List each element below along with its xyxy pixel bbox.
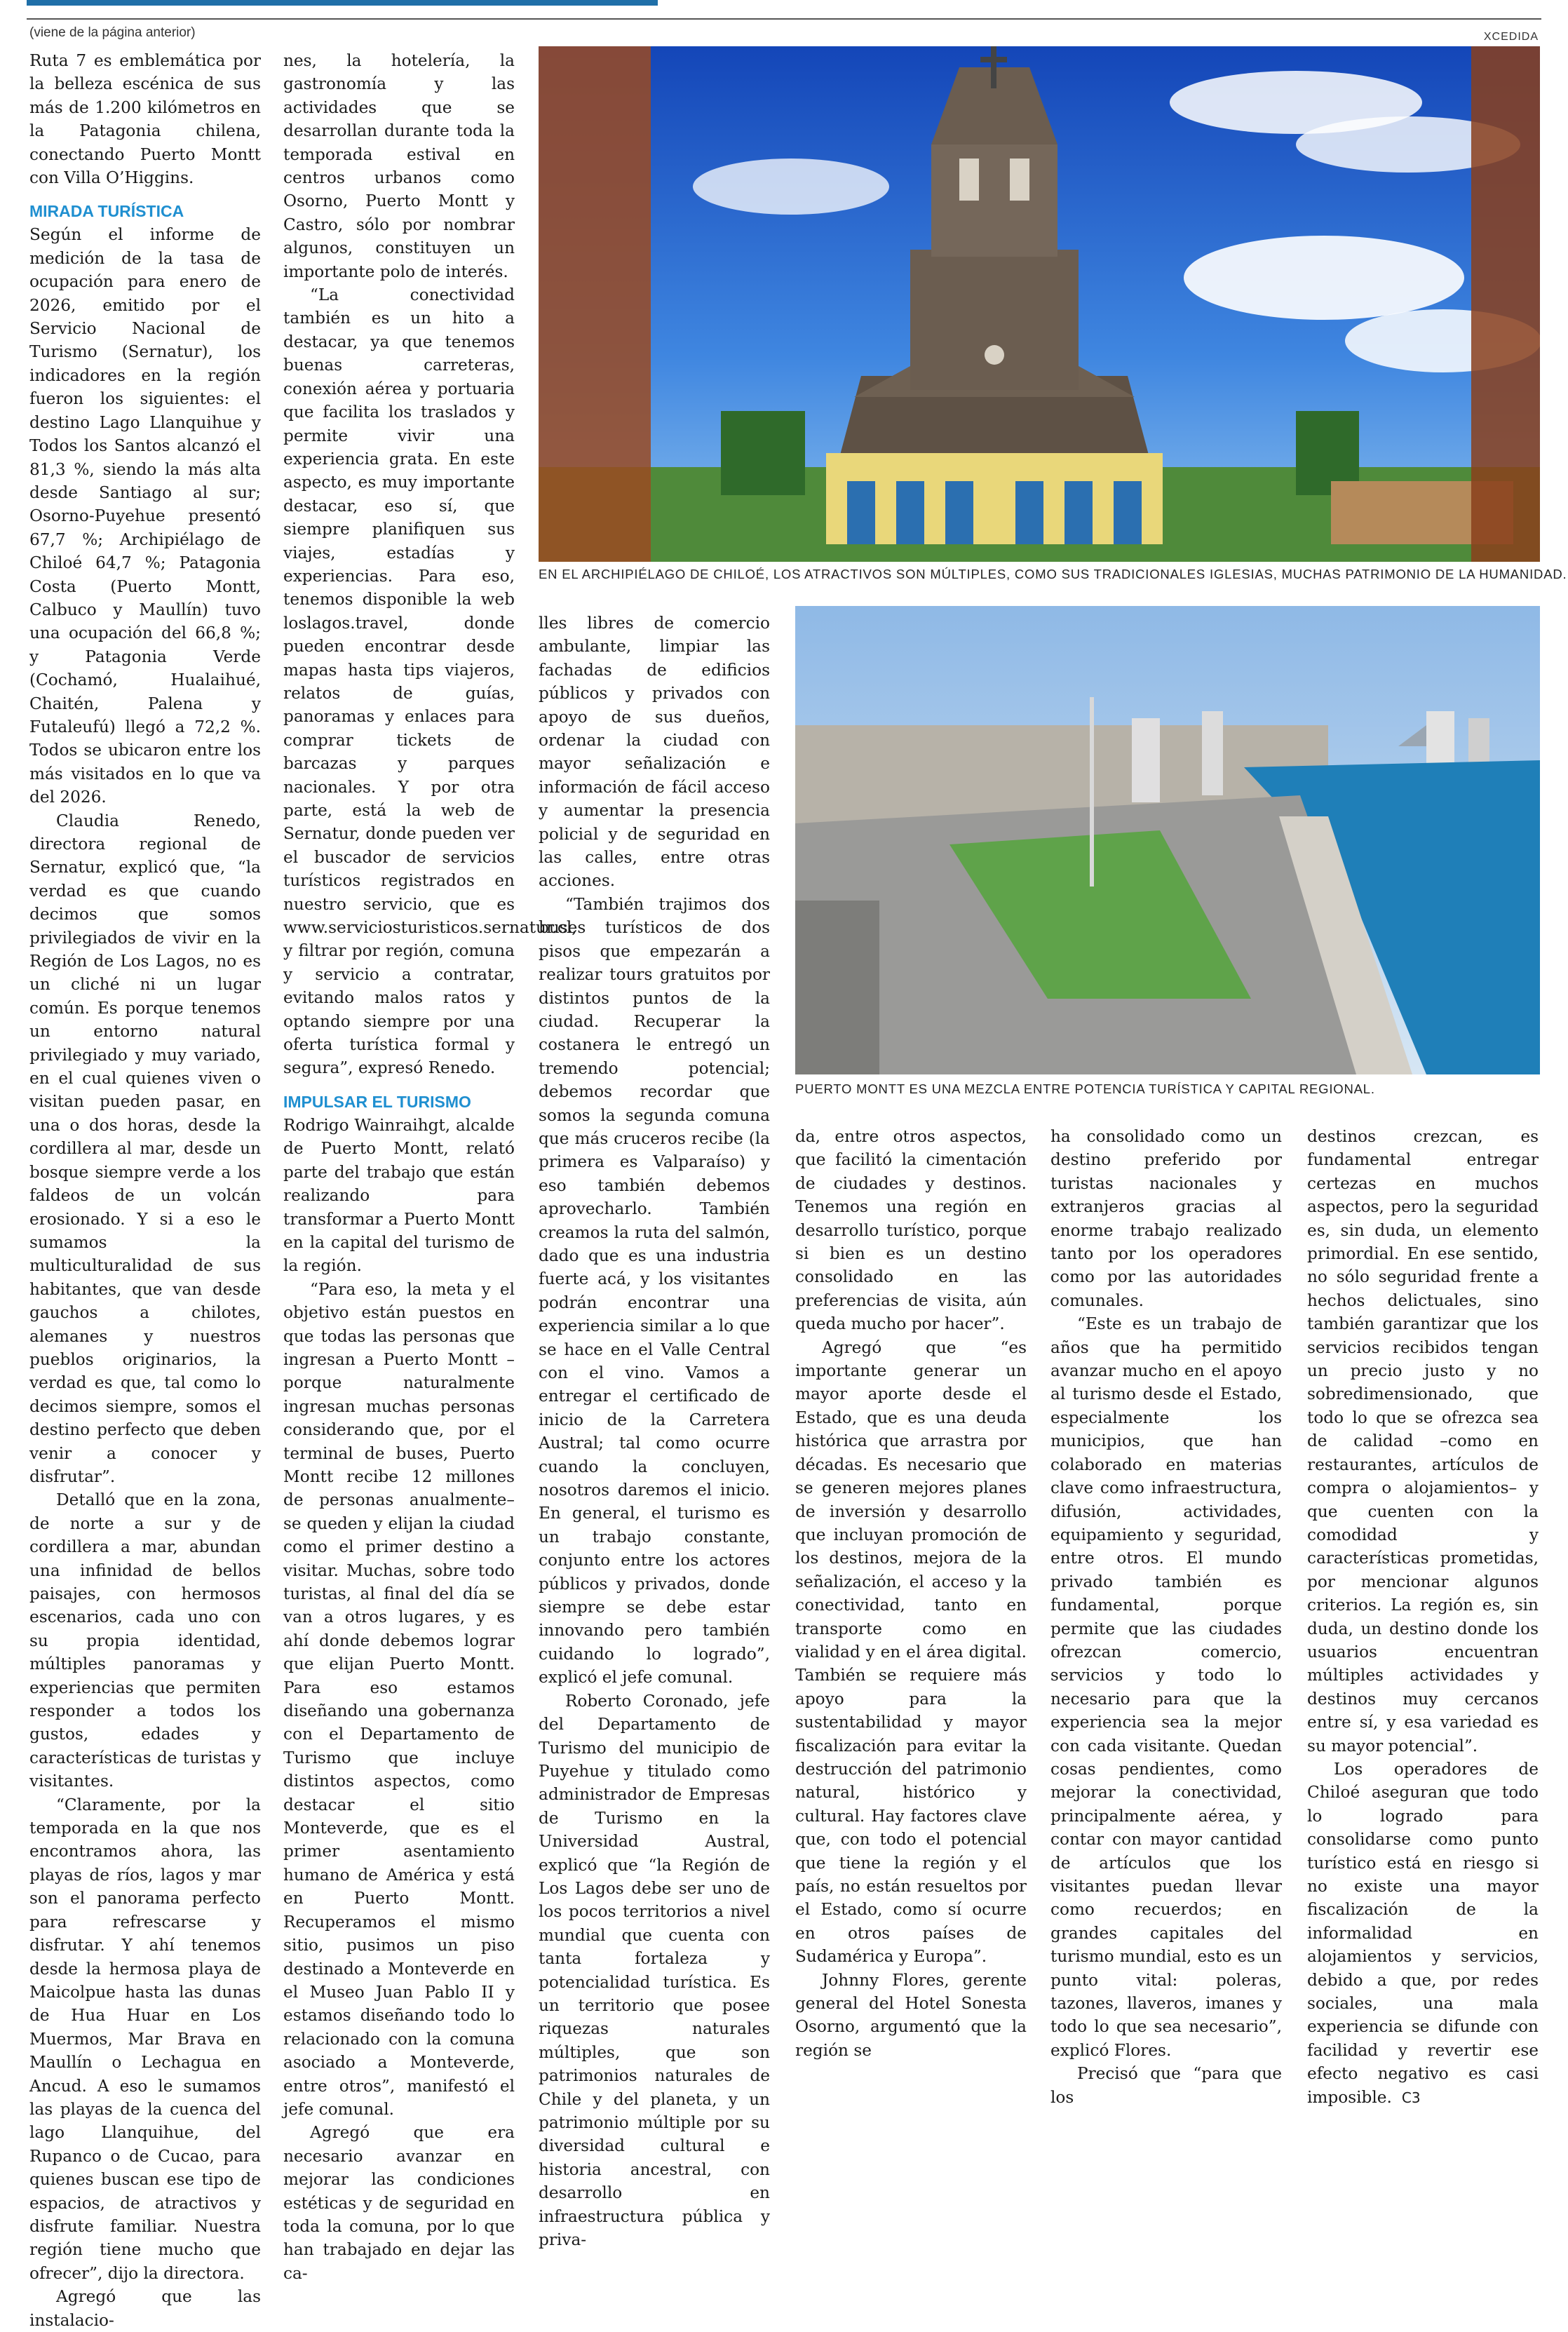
paragraph: destinos crezcan, es fundamental entregar certezas en muchos aspectos, pero la seguridad es, sin duda, un elemento primordial. En ese sentido, no sólo seguridad frente a hechos delictuales, sino también garantizar que los servicios recibidos tengan un precio justo y no sobredimensionado, que todo lo que se ofrezca sea de calidad –como en restaurantes, artículos de compra o alojamientos– y que cuenten con la comodidad y características prometidas, por mencionar algunos criterios. La región es, sin duda, un destino donde los usuarios encuentran múltiples actividades y destinos muy cercanos entre sí, y esa variedad es su mayor potencial”. <box>1307 1127 1539 1755</box>
paragraph <box>1307 1758 1539 2110</box>
paragraph: Roberto Coronado, jefe del Departamento de Turismo del municipio de Puyehue y titulado como administrador de Empresas de Turismo en la Universidad Austral, explicó que “la Región de Los Lagos debe ser uno de los pocos territorios a nivel mundial que cuenta con tanta fortaleza y potencialidad turística. Es un territorio que posee riquezas naturales múltiples, que son patrimonios naturales de Chile y del planeta, y un patrimonio múltiple por su diversidad cultural e historia ancestral, con desarrollo en infraestructura pública y priva- <box>539 1691 770 2250</box>
paragraph: nes, la hotelería, la gastronomía y las actividades que se desarrollan durante toda la temporada estival en centros urbanos como Osorno, Puerto Montt y Castro, sólo por nombrar algunos, constituyen un importante polo de interés. <box>283 51 515 281</box>
photo-credit: XCEDIDA <box>1483 31 1539 43</box>
paragraph: Agregó que las instalacio- <box>29 2287 261 2330</box>
end-mark-icon: C3 <box>1401 2089 1421 2106</box>
article-column-6 <box>1307 1125 1539 2110</box>
article-column-3 <box>539 612 770 2251</box>
paragraph: Según el informe de medición de la tasa de ocupación para enero de 2026, emitido por el Servicio Nacional de Turismo (Sernatur), los indicadores en la región fueron los siguientes: el destino Lago Llanquihue y Todos los Santos alcanzó el 81,3 %, siendo la más alta desde Santiago al sur; Osorno-Puyehue presentó 67,7 %; Archipiélago de Chiloé 64,7 %; Patagonia Costa (Puerto Montt, Calbuco y Maullín) tuvo una ocupación del 66,8 %; y Patagonia Verde (Cochamó, Hualaihué, Chaitén, Palena y Futaleufú) llegó a 72,2 %. Todos se ubicaron entre los más visitados en lo que va del 2026. <box>29 225 261 807</box>
paragraph: Claudia Renedo, directora regional de Sernatur, explicó que, “la verdad es que cuando decimos que somos privilegiados de vivir en la Región de Los Lagos, no es un cliché ni un lugar común. Es porque tenemos un entorno natural privilegiado y muy variado, en el cual quienes viven o visitan pueden pasar, en una o dos horas, desde la cordillera al mar, desde un bosque siempre verde a los faldeos de un volcán erosionado. Y si a eso le sumamos la multiculturalidad de sus habitantes, que van desde gauchos a chilotes, alemanes y nuestros pueblos originarios, la verdad es que, tal como lo decimos siempre, somos el destino perfecto que deben venir a conocer y disfrutar”. <box>29 811 261 1486</box>
photo-caption-puerto-montt: PUERTO MONTT ES UNA MEZCLA ENTRE POTENCIA TURÍSTICA Y CAPITAL REGIONAL. <box>795 1081 1375 1096</box>
article-column-5 <box>1050 1125 1282 2109</box>
top-color-strip <box>27 0 658 6</box>
paragraph: “También trajimos dos buses turísticos de dos pisos que empezarán a realizar tours gratuitos por distintos puntos de la ciudad. Recuperar la costanera le entregó un tremendo potencial; debemos recordar que somos la segunda comuna que más cruceros recibe (la primera es Valparaíso) y eso también debemos aprovecharlo. También creamos la ruta del salmón, dado que es una industria fuerte acá, y los visitantes podrán encontrar una experiencia similar a lo que se hace en el Valle Central con el vino. Vamos a entregar el certificado de inicio de la Carretera Austral; tal como ocurre cuando la concluyen, nosotros daremos el inicio. En general, el turismo es un trabajo constante, conjunto entre los actores públicos y privados, donde siempre se debe estar innovando pero también cuidando lo logrado”, explicó el jefe comunal. <box>539 894 770 1687</box>
header-rule <box>27 18 1541 20</box>
article-column-2 <box>283 49 577 2285</box>
paragraph: Johnny Flores, gerente general del Hotel Sonesta Osorno, argumentó que la región se <box>795 1970 1027 2060</box>
paragraph: Rodrigo Wainraihgt, alcalde de Puerto Montt, relató parte del trabajo que están realizando para transformar a Puerto Montt en la capital del turismo de la región. <box>283 1115 515 1276</box>
paragraph: “Este es un trabajo de años que ha permitido avanzar mucho en el apoyo al turismo desde el Estado, especialmente los municipios, que han colaborado en materias clave como infraestructura, difusión, actividades, equipamiento y seguridad, entre otros. El mundo privado también es fundamental, porque permite que las ciudades ofrezcan comercio, servicios y todo lo necesario para que la experiencia sea la mejor con cada visitante. Quedan cosas pendientes, como mejorar la conectividad, principalmente aérea, y contar con mayor cantidad de artículos que los visitantes puedan llevar como recuerdos; en grandes capitales del turismo mundial, esto es un punto vital: poleras, tazones, llaveros, imanes y todo lo que sea necesario”, explicó Flores. <box>1050 1314 1282 2060</box>
paragraph: Agregó que era necesario avanzar en mejorar las condiciones estéticas y de seguridad en toda la comuna, por lo que han trabajado en dejar las ca- <box>283 2123 515 2283</box>
photo-caption-church: EN EL ARCHIPIÉLAGO DE CHILOÉ, LOS ATRACTIVOS SON MÚLTIPLES, COMO SUS TRADICIONALES IGLESIAS, MUCHAS PATRIMONIO DE LA HUMANIDAD. <box>539 567 1567 581</box>
photo-puerto-montt <box>795 606 1540 1074</box>
paragraph: “La conectividad también es un hito a destacar, ya que tenemos buenas carreteras, conexión aérea y portuaria que facilita los traslados y permite vivir una experiencia grata. En este aspecto, es muy importante destacar, eso sí, que siempre planifiquen sus viajes, estadías y experiencias. Para eso, tenemos disponible la web loslagos.travel, donde pueden encontrar desde mapas hasta tips viajeros, relatos de guías, panoramas y enlaces para comprar tickets de barcazas y parques nacionales. Y por otra parte, está la web de Sernatur, donde pueden ver el buscador de servicios turísticos registrados en nuestro servicio, que es www.serviciosturisticos.sernatur.cl, y filtrar por región, comuna y servicio a contratar, evitando malos ratos y optando siempre por una oferta turística formal y segura”, expresó Renedo. <box>283 285 577 1078</box>
section-heading-mirada-turistica: MIRADA TURÍSTICA <box>29 202 184 221</box>
paragraph: “Claramente, por la temporada en la que nos encontramos ahora, las playas de ríos, lagos y mar son el panorama perfecto para refrescarse y disfrutar. Y ahí tenemos desde la hermosa playa de Maicolpue hasta las dunas de Hua Huar en Los Muermos, Mar Brava en Maullín o Lechagua en Ancud. A eso le sumamos las playas de la cuenca del lago Llanquihue, del Rupanco o de Cucao, para quienes buscan ese tipo de espacios, de atractivos y disfrute familiar. Nuestra región tiene mucho que ofrecer”, dijo la directora. <box>29 1795 261 2283</box>
photo-chiloe-church <box>539 46 1540 562</box>
paragraph: da, entre otros aspectos, que facilitó la cimentación de ciudades y destinos. Tenemos una región en desarrollo turístico, porque si bien es un destino consolidado en las preferencias de visita, aún queda mucho por hacer”. <box>795 1127 1027 1334</box>
paragraph: Agregó que “es importante generar un mayor aporte desde el Estado, que es una deuda histórica que arrastra por décadas. Es necesario que se generen mejores planes de inversión y desarrollo que incluyan promoción de los destinos, mejora de la señalización, el acceso y la conectividad, tanto en transporte como en vialidad y en el área digital. También se requiere más apoyo para la sustentabilidad y mayor fiscalización para evitar la destrucción del patrimonio natural, histórico y cultural. Hay factores clave que, con todo el potencial que tiene la región y el país, no están resueltos por el Estado, como sí ocurre en otros países de Sudamérica y Europa”. <box>795 1337 1027 1967</box>
article-column-1 <box>29 49 261 2332</box>
continued-note: (viene de la página anterior) <box>29 25 196 40</box>
paragraph-text: Los operadores de Chiloé aseguran que todo lo logrado para consolidarse como punto turístico está en riesgo si no existe una mayor fiscalización de la informalidad en alojamientos y servicios, debido a que, por redes sociales, una mala experiencia se difunde con facilidad y revertir ese efecto negativo es casi imposible. <box>1307 1759 1539 2107</box>
paragraph: Detalló que en la zona, de norte a sur y de cordillera a mar, abundan una infinidad de bellos paisajes, con hermosos escenarios, cada uno con su propia identidad, múltiples panoramas y experiencias que permiten responder a todos los gustos, edades y características de turistas y visitantes. <box>29 1490 261 1791</box>
section-heading-impulsar-el-turismo: IMPULSAR EL TURISMO <box>283 1092 471 1111</box>
paragraph: lles libres de comercio ambulante, limpiar las fachadas de edificios públicos y privados con apoyo de sus dueños, ordenar la ciudad con mayor señalización e información de fácil acceso y aumentar la presencia policial y de seguridad en las calles, entre otras acciones. <box>539 614 770 891</box>
article-column-4 <box>795 1125 1027 2062</box>
paragraph: Ruta 7 es emblemática por la belleza escénica de sus más de 1.200 kilómetros en la Patagonia chilena, conectando Puerto Montt con Villa O’Higgins. <box>29 51 261 188</box>
paragraph: “Para eso, la meta y el objetivo están puestos en que todas las personas que ingresan a Puerto Montt –porque naturalmente ingresan muchas personas considerando que, por el terminal de buses, Puerto Montt recibe 12 millones de personas anualmente– se queden y elijan la ciudad como el primer destino a visitar. Muchas, sobre todo turistas, al final del día se van a otros lugares, y es ahí donde debemos lograr que elijan Puerto Montt. Para eso estamos diseñando una gobernanza con el Departamento de Turismo que incluye distintos aspectos, como destacar el sitio Monteverde, que es el primer asentamiento humano de América y está en Puerto Montt. Recuperamos el mismo sitio, pusimos un piso destinado a Monteverde en el Museo Juan Pablo II y estamos diseñando todo lo relacionado con la comuna asociado a Monteverde, entre otros”, manifestó el jefe comunal. <box>283 1279 515 2119</box>
paragraph: Precisó que “para que los <box>1050 2064 1282 2107</box>
paragraph: ha consolidado como un destino preferido por turistas nacionales y extranjeros gracias al enorme trabajo realizado tanto por los operadores como por las autoridades comunales. <box>1050 1127 1282 1310</box>
